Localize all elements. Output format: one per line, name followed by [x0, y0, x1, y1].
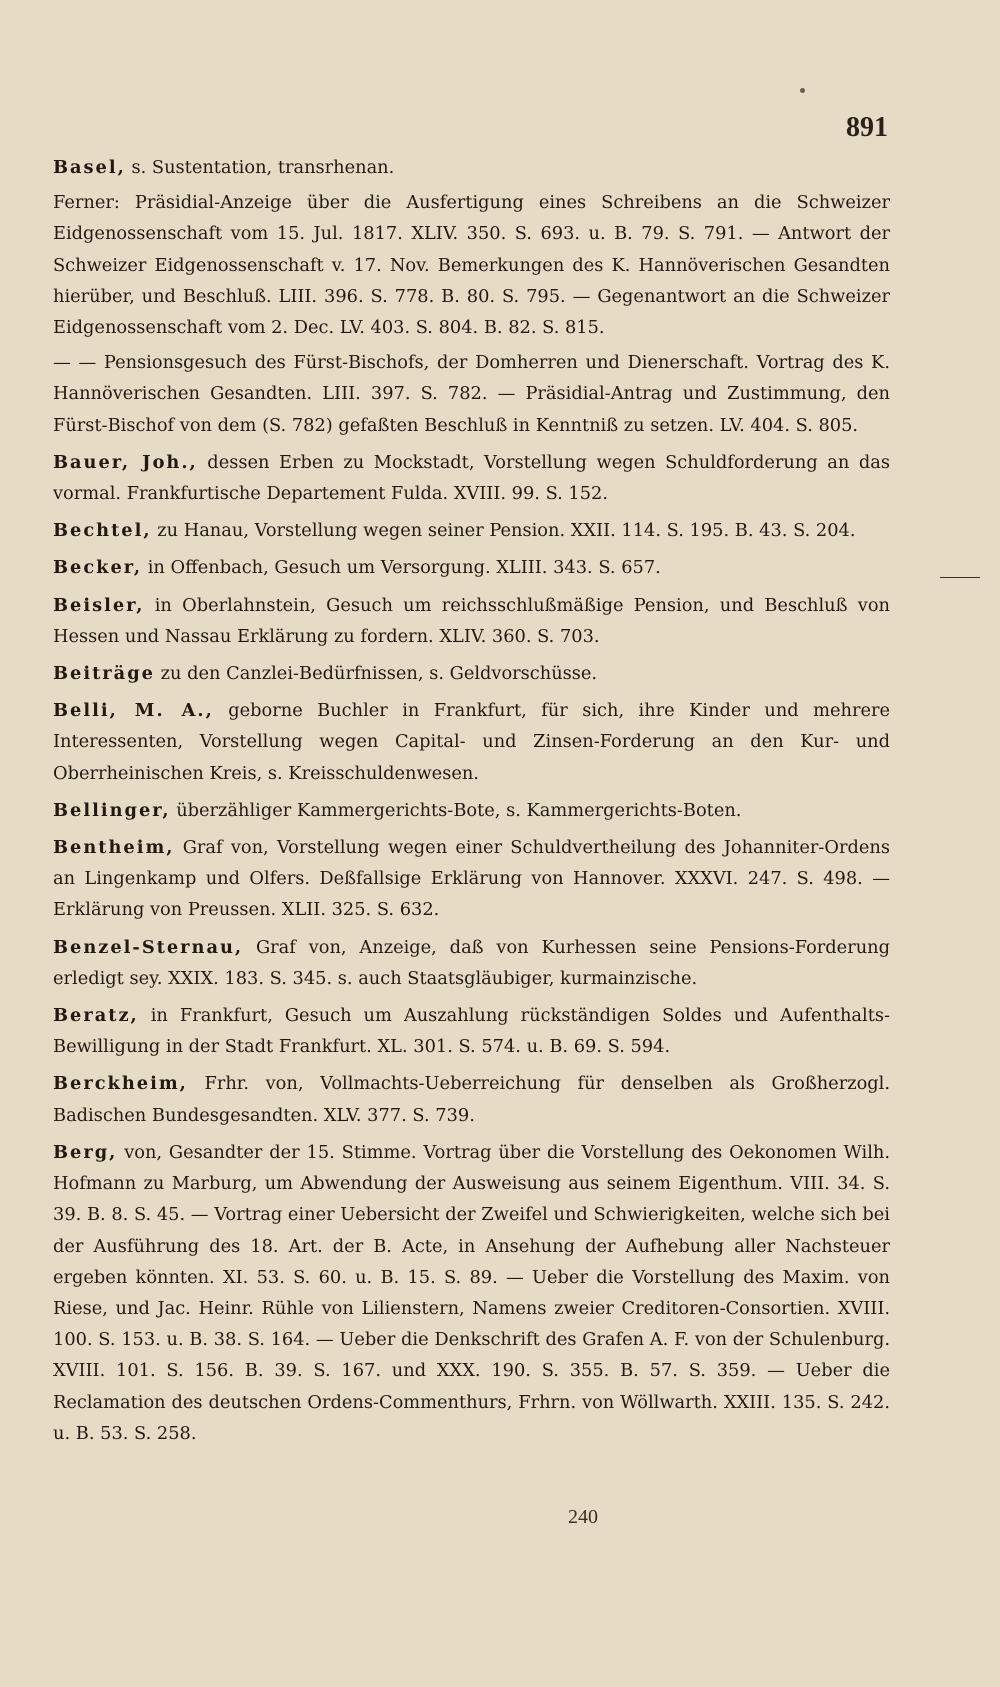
index-entry [50, 552, 890, 583]
entry-heading: Bentheim, [53, 837, 175, 859]
entry-heading: Basel, [53, 157, 126, 178]
index-entry [50, 515, 890, 546]
entry-text: von, Gesandter der 15. Stimme. Vortrag über die Vorstellung des Oekonomen Wilh. Hofmann zu Marburg, um Abwendung der Ausweisung aus seinem Eigenthum. VIII. 34. S. 39. B. 8. S. 45. — Vortrag einer Uebersicht der Zweifel und Schwierigkeiten, welche sich bei der Ausführung des 18. Art. der B. Acte, in Ansehung der Aufhebung aller Nachsteuer ergeben könnten. XI. 53. S. 60. u. B. 15. S. 89. — Ueber die Vorstellung des Maxim. von Riese, und Jac. Heinr. Rühle von Lilienstern, Namens zweier Creditoren-Consortien. XVIII. 100. S. 153. u. B. 38. S. 164. — Ueber die Denkschrift des Grafen A. F. von der Schulenburg. XVIII. 101. S. 156. B. 39. S. 167. und XXX. 190. S. 355. B. 57. S. 359. — Ueber die Reclamation des deutschen Ordens-Commenthurs, Frhrn. von Wöllwarth. XXIII. 135. S. 242. u. B. 53. S. 258. [53, 1141, 890, 1444]
page-number: 891 [846, 112, 888, 143]
entry-heading: Bechtel, [53, 520, 152, 542]
entry-text: Graf von, Anzeige, daß von Kurhessen seine Pensions-Forderung erledigt sey. XXIX. 183. S. 345. s. auch Staatsgläubiger, kurmainzische. [53, 936, 890, 989]
entry-text: Frhr. von, Vollmachts-Ueberreichung für denselben als Großherzogl. Badischen Bundesgesandten. XLV. 377. S. 739. [53, 1073, 890, 1126]
index-entry [50, 795, 890, 826]
entry-heading: Berckheim, [53, 1073, 188, 1095]
index-entry [50, 932, 890, 994]
entry-text: in Offenbach, Gesuch um Versorgung. XLIII. 343. S. 657. [142, 557, 661, 579]
entry-heading: Beisler, [53, 594, 145, 616]
index-entry [50, 590, 890, 652]
entry-text: s. Sustentation, transrhenan. [125, 157, 395, 178]
ink-speck [800, 88, 805, 93]
entry-text: — — Pensionsgesuch des Fürst-Bischofs, der Domherren und Dienerschaft. Vortrag des K. Hannöverischen Gesandten. LIII. 397. S. 782. — Präsidial-Antrag und Zustimmung, den Fürst-Bischof von dem (S. 782) gefaßten Beschluß in Kenntniß zu setzen. LV. 404. S. 805. [53, 352, 890, 436]
entry-text: Ferner: Präsidial-Anzeige über die Ausfertigung eines Schreibens an die Schweizer Eidgenossenschaft vom 15. Jul. 1817. XLIV. 350. S. 693. u. B. 79. S. 791. — Antwort der Schweizer Eidgenossenschaft v. 17. Nov. Bemerkungen des K. Hannöverischen Gesandten hierüber, und Beschluß. LIII. 396. S. 778. B. 80. S. 795. — Gegenantwort an die Schweizer Eidgenossenschaft vom 2. Dec. LV. 403. S. 804. B. 82. S. 815. [53, 192, 890, 339]
index-entry [50, 1000, 890, 1062]
index-entry [50, 1068, 890, 1130]
index-entry [50, 347, 890, 441]
index-entry [50, 695, 890, 789]
index-entry [50, 187, 890, 343]
entry-heading: Benzel-Sternau, [53, 936, 244, 958]
entry-text: in Oberlahnstein, Gesuch um reichsschlußmäßige Pension, und Beschluß von Hessen und Nassau Erklärung zu fordern. XLIV. 360. S. 703. [53, 594, 890, 647]
entry-heading: Belli, M. A., [53, 700, 214, 722]
signature-mark: 240 [568, 1506, 598, 1528]
index-entries [50, 152, 890, 1455]
entry-text: geborne Buchler in Frankfurt, für sich, ihre Kinder und mehrere Interessenten, Vorstellung wegen Capital- und Zinsen-Forderung an den Kur- und Oberrheinischen Kreis, s. Kreisschuldenwesen. [53, 700, 891, 784]
entry-heading: Bauer, Joh., [53, 451, 198, 473]
margin-dash [940, 577, 980, 578]
index-entry [50, 447, 890, 509]
entry-heading: Berg, [53, 1141, 118, 1163]
entry-text: dessen Erben zu Mockstadt, Vorstellung wegen Schuldforderung an das vormal. Frankfurtische Departement Fulda. XVIII. 99. S. 152. [53, 451, 891, 505]
entry-heading: Beiträge [53, 663, 155, 685]
entry-heading: Bellinger, [53, 799, 171, 821]
entry-heading: Becker, [53, 557, 143, 579]
entry-text: zu Hanau, Vorstellung wegen seiner Pension. XXII. 114. S. 195. B. 43. S. 204. [151, 520, 856, 542]
entry-text: Graf von, Vorstellung wegen einer Schuldvertheilung des Johanniter-Ordens an Lingenkamp und Olfers. Deßfallsige Erklärung von Hannover. XXXVI. 247. S. 498. — Erklärung von Preussen. XLII. 325. S. 632. [53, 837, 890, 921]
entry-text: in Frankfurt, Gesuch um Auszahlung rückständigen Soldes und Aufenthalts-Bewilligung in der Stadt Frankfurt. XL. 301. S. 574. u. B. 69. S. 594. [53, 1005, 890, 1058]
index-entry [50, 832, 890, 926]
entry-heading: Beratz, [53, 1005, 139, 1027]
entry-text: überzähliger Kammergerichts-Bote, s. Kammergerichts-Boten. [170, 799, 742, 821]
index-entry [50, 1137, 890, 1449]
entry-text: zu den Canzlei-Bedürfnissen, s. Geldvorschüsse. [154, 663, 598, 685]
index-entry [50, 658, 890, 689]
index-entry [50, 152, 890, 183]
